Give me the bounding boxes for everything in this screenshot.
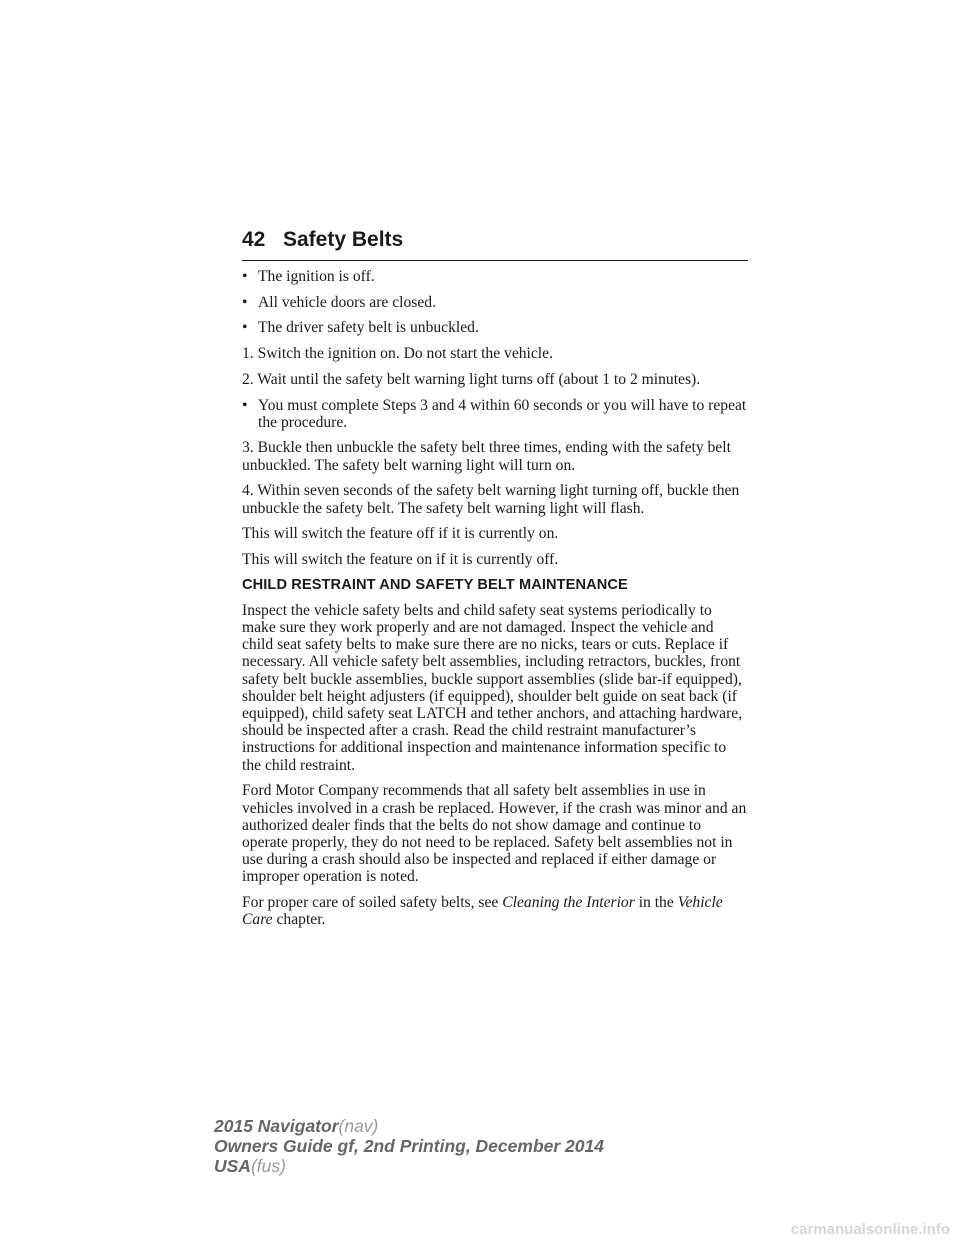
care-mid: in the	[634, 894, 678, 912]
maintenance-paragraph-2: Ford Motor Company recommends that all safety belt assemblies in use in vehicles involved in a crash be replaced. However, if the crash was minor and an authorized dealer finds that the belts do not show damage and continue to operate properly, they do not need to be replaced. Safety belt assemblies not in use during a crash should also be inspected and replaced if either damage or improper operation is noted.	[242, 782, 747, 886]
step-1: 1. Switch the ignition on. Do not start the vehicle.	[242, 345, 553, 363]
footer-model: 2015 Navigator	[214, 1116, 339, 1136]
list-item	[242, 268, 748, 285]
footer-line-1	[214, 1116, 604, 1136]
page-header	[242, 226, 748, 261]
list-item	[242, 397, 748, 431]
care-prefix: For proper care of soiled safety belts, see	[242, 894, 503, 912]
bullet-text: You must complete Steps 3 and 4 within 60 seconds or you will have to repeat the procedure.	[258, 396, 747, 431]
page-footer	[214, 1116, 604, 1176]
bullet-icon: •	[242, 293, 248, 311]
bullet-text: The ignition is off.	[258, 268, 375, 285]
footer-line-2: Owners Guide gf, 2nd Printing, December 2014	[214, 1136, 604, 1156]
care-suffix: chapter.	[272, 911, 326, 929]
bullet-icon: •	[242, 319, 248, 337]
bullet-icon: •	[242, 396, 248, 414]
vehicle-care-reference: Vehicle Care	[242, 894, 723, 929]
watermark: carmanualsonline.info	[790, 1221, 950, 1238]
bullet-icon: •	[242, 268, 248, 285]
step-2: 2. Wait until the safety belt warning light turns off (about 1 to 2 minutes).	[242, 370, 701, 388]
page-body	[242, 268, 748, 937]
care-paragraph	[242, 894, 748, 928]
footer-market-code: (fus)	[250, 1156, 286, 1176]
list-item	[242, 294, 748, 311]
maintenance-heading: CHILD RESTRAINT AND SAFETY BELT MAINTENANCE	[242, 576, 628, 593]
bullet-text: All vehicle doors are closed.	[258, 293, 436, 311]
switch-on-note: This will switch the feature on if it is currently off.	[242, 550, 559, 568]
switch-off-note: This will switch the feature off if it is currently on.	[242, 525, 559, 543]
cleaning-interior-reference: Cleaning the Interior	[502, 894, 635, 912]
page-number: 42	[242, 228, 266, 251]
list-item	[242, 319, 748, 336]
step-4: 4. Within seven seconds of the safety belt warning light turning off, buckle then unbuckle the safety belt. The safety belt warning light will flash.	[242, 482, 740, 517]
footer-line-3	[214, 1156, 604, 1176]
footer-model-code: (nav)	[338, 1116, 379, 1136]
footer-market: USA	[214, 1156, 251, 1176]
step-3: 3. Buckle then unbuckle the safety belt three times, ending with the safety belt unbuckled. The safety belt warning light will turn on.	[242, 439, 731, 474]
section-title: Safety Belts	[283, 228, 404, 251]
maintenance-paragraph-1: Inspect the vehicle safety belts and child safety seat systems periodically to make sure they work properly and are not damaged. Inspect the vehicle and child seat safety belts to make sure there are no nicks, tears or cuts. Replace if necessary. All vehicle safety belt assemblies, including retractors, buckles, front safety belt buckle assemblies, buckle support assemblies (slide bar-if equipped), shoulder belt height adjusters (if equipped), shoulder belt guide on seat back (if equipped), child safety seat LATCH and tether anchors, and attaching hardware, should be inspected after a crash. Read the child restraint manufacturer’s instructions for additional inspection and maintenance information specific to the child restraint.	[242, 601, 743, 774]
bullet-text: The driver safety belt is unbuckled.	[258, 319, 479, 337]
